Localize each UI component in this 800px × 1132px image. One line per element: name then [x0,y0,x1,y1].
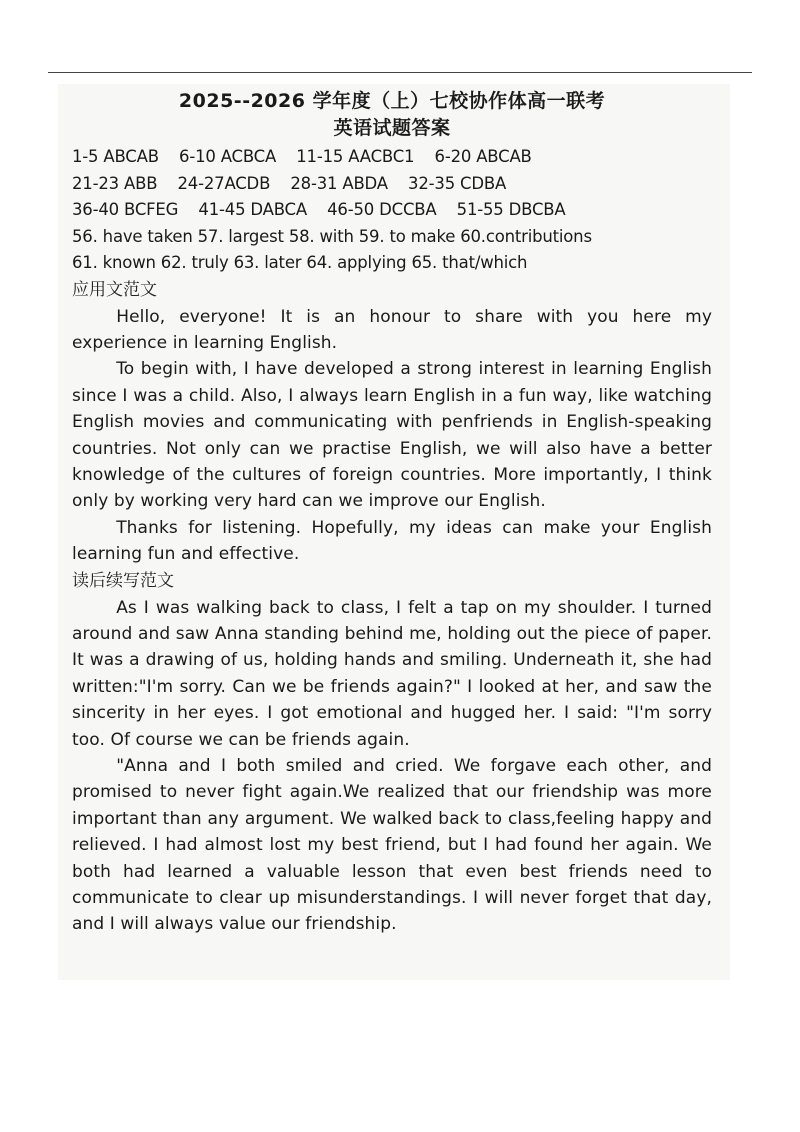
answer-line: 21-23 ABB 24-27ACDB 28-31 ABDA 32-35 CDBA [72,173,507,193]
answer-line: 56. have taken 57. largest 58. with 59. to make 60.contributions [72,226,592,246]
exam-subtitle: 英语试题答案 [333,117,451,139]
applied-writing-heading: 应用文范文 [72,279,157,300]
exam-title: 2025--2026 学年度（上）七校协作体高一联考 [178,90,606,112]
applied-writing-section [72,277,712,568]
applied-writing-paragraph: To begin with, I have developed a strong interest in learning English since I was a child. Also, I always learn English in a fun way, like watching English movies and communicating with penfriends in English-speaking countries. Not only can we practise English, we will also have a better knowledge of the cultures of foreign countries. More importantly, I think only by working very hard can we improve our English. [72,359,712,512]
answer-key [72,144,712,277]
continuation-writing-paragraph: As I was walking back to class, I felt a tap on my shoulder. I turned around and saw Anna standing behind me, holding out the piece of paper. It was a drawing of us, holding hands and smiling. Underneath it, she had written:"I'm sorry. Can we be friends again?" I looked at her, and saw the sincerity in her eyes. I got emotional and hugged her. I said: "I'm sorry too. Of course we can be friends again. [72,597,712,750]
answer-document [72,88,712,938]
applied-writing-paragraph: Hello, everyone! It is an honour to share with you here my experience in learning English. [72,306,712,353]
answer-line: 36-40 BCFEG 41-45 DABCA 46-50 DCCBA 51-55 DBCBA [72,200,566,219]
applied-writing-paragraph: Thanks for listening. Hopefully, my ideas can make your English learning fun and effective. [72,517,712,565]
answer-line: 61. known 62. truly 63. later 64. applying 65. that/which [72,253,528,272]
answer-line: 1-5 ABCAB 6-10 ACBCA 11-15 AACBC1 6-20 ABCAB [72,147,532,166]
top-rule [48,72,752,73]
continuation-writing-paragraph: "Anna and I both smiled and cried. We forgave each other, and promised to never fight again.We realized that our friendship was more important than any argument. We walked back to class,feeling happy and relieved. I had almost lost my best friend, but I had found her again. We both had learned a valuable lesson that even best friends need to communicate to clear up misunderstandings. I will never forget that day, and I will always value our friendship. [72,756,712,935]
continuation-writing-section [72,568,712,938]
continuation-writing-heading: 读后续写范文 [72,570,174,591]
